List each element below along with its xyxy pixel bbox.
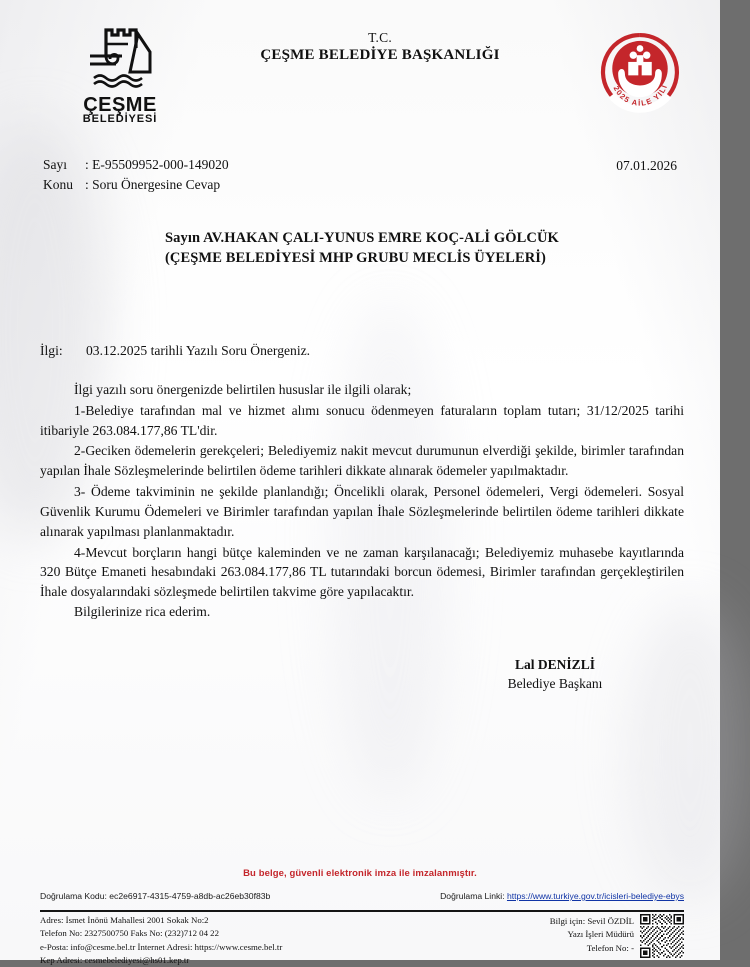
municipality-logo <box>60 26 180 126</box>
reference-block <box>43 155 229 195</box>
addressee-block <box>165 228 559 268</box>
ilgi-label: İlgi: <box>40 343 63 358</box>
body-paragraph-4: 4-Mevcut borçların hangi bütçe kaleminden ve ne zaman karşılanacağı; Belediyemiz muhasebe kayıtlarında 320 Bütçe Emaneti hesabındaki 263.084.177,86 TL tutarındaki borcun ödemesi, Birimler tarafından gerçekleştirilen İhale dosyalarındaki sözleşmede belirtilen takvime göre yapılacaktır. <box>40 544 684 600</box>
document-header <box>0 14 720 129</box>
footer-contact-line-3: Telefon No: - <box>586 942 634 953</box>
verification-code <box>40 891 270 901</box>
signatory-name: Lal DENİZLİ <box>515 657 595 672</box>
signature-block <box>455 655 655 693</box>
aile-yili-2025-emblem-icon <box>598 30 682 114</box>
emblem-caption: 2025 AİLE YILI <box>611 82 670 108</box>
scan-shading <box>630 600 750 900</box>
verification-link-label: Doğrulama Linki: <box>440 891 505 901</box>
footer-info-and-qr <box>550 914 684 958</box>
cesme-castle-sail-logo-icon <box>72 26 168 94</box>
addressee-line-1: Sayın AV.HAKAN ÇALI-YUNUS EMRE KOÇ-ALİ GÖLCÜK <box>165 230 559 246</box>
footer-divider <box>40 910 684 912</box>
body-closing: Bilgilerinize rica ederim. <box>74 604 211 620</box>
footer-address-line-2: Telefon No: 2327500750 Faks No: (232)712 04 22 <box>40 928 219 939</box>
letterhead-title <box>200 30 560 65</box>
body-intro: İlgi yazılı soru önergenizde belirtilen hususlar ile ilgili olarak; <box>74 381 412 397</box>
body-paragraph-1: 1-Belediye tarafından mal ve hizmet alımı sonucu ödenmeyen faturaların toplam tutarı; 31/12/2025 tarihi itibariyle 263.084.177,86 TL'dir. <box>40 402 684 438</box>
reference-sayi-row <box>43 155 229 175</box>
footer-address-line-3: e-Posta: info@cesme.bel.tr İnternet Adresi: https://www.cesme.bel.tr <box>40 941 283 952</box>
footer-contact-block <box>40 914 684 967</box>
ilgi-text: 03.12.2025 tarihli Yazılı Soru Önergeniz. <box>86 343 311 358</box>
verification-row <box>40 891 684 901</box>
footer-address <box>40 914 282 967</box>
reference-sayi-value: : E-95509952-000-149020 <box>85 157 229 172</box>
letterhead-tc: T.C. <box>368 30 392 45</box>
letterhead-organization: ÇEŞME BELEDİYE BAŞKANLIĞI <box>260 47 500 64</box>
document-date: 07.01.2026 <box>616 158 677 173</box>
addressee-line-2: (ÇEŞME BELEDİYESİ MHP GRUBU MECLİS ÜYELERİ) <box>165 250 546 266</box>
verification-link <box>440 891 684 901</box>
footer-address-line-4: Kep Adresi: cesmebelediyesi@hs01.kep.tr <box>40 955 190 966</box>
verification-code-value: ec2e6917-4315-4759-a8db-ac26eb30f83b <box>109 891 271 901</box>
logo-name: ÇEŞME <box>83 94 157 116</box>
verification-code-label: Doğrulama Kodu: <box>40 891 107 901</box>
logo-subtitle: BELEDİYESİ <box>82 113 158 126</box>
reference-konu-value: : Soru Önergesine Cevap <box>85 176 221 192</box>
ilgi-row <box>40 341 684 361</box>
reference-sayi-label: Sayı <box>43 157 68 172</box>
document-body <box>40 341 684 622</box>
qr-code-icon <box>640 914 684 958</box>
reference-konu-row <box>43 175 229 195</box>
electronic-signature-note: Bu belge, güvenli elektronik imza ile imzalanmıştır. <box>243 868 477 879</box>
reference-konu-label: Konu <box>43 176 73 192</box>
footer-address-line-1: Adres: İsmet İnönü Mahallesi 2001 Sokak No:2 <box>40 915 209 925</box>
body-paragraph-2: 2-Geciken ödemelerin gerekçeleri; Belediyemiz nakit mevcut durumunun elverdiği şekilde, birimler tarafından yapılan İhale Sözleşmelerinde belirtilen ödeme tarihleri dikkate alınarak ödemeler yapılmaktadır. <box>40 443 684 479</box>
footer-contact-line-2: Yazı İşleri Müdürü <box>567 929 634 940</box>
verification-link-url[interactable]: https://www.turkiye.gov.tr/icisleri-belediye-ebys <box>506 891 684 901</box>
footer-contact-person <box>550 914 634 955</box>
footer-contact-line-1: Bilgi için: Sevil ÖZDİL <box>549 916 634 926</box>
body-paragraph-3: 3- Ödeme takviminin ne şekilde planlandığı; Öncelikli olarak, Personel ödemeleri, Vergi ödemeleri. Sosyal Güvenlik Kurumu Ödemeleri ve Birimler tarafından yapılan İhale Sözleşmelerinde belirtilen ödeme tarihleri dikkate alınarak yapılması planlanmaktadır. <box>40 484 684 539</box>
signatory-title: Belediye Başkanı <box>507 676 603 692</box>
